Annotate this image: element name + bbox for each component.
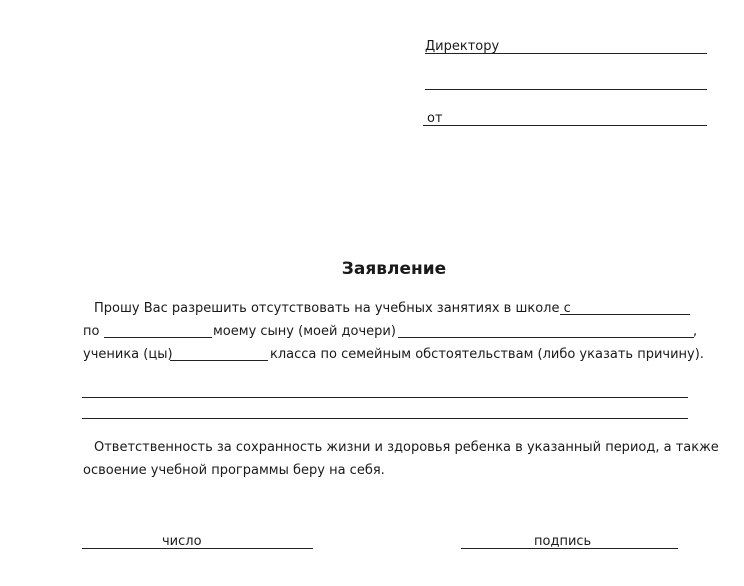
from-label: от xyxy=(427,111,443,126)
director-name-line xyxy=(425,53,707,54)
document-title: Заявление xyxy=(341,259,447,279)
from-name-line xyxy=(423,125,707,126)
date-label: число xyxy=(162,534,202,549)
signature-label: подпись xyxy=(534,534,592,549)
class-blank xyxy=(170,360,268,361)
child-name-blank xyxy=(398,337,694,338)
line2-comma: , xyxy=(693,324,698,339)
child-label: моему сыну (моей дочери) xyxy=(213,324,396,339)
student-label: ученика (цы) xyxy=(83,347,173,362)
reason-blank-2 xyxy=(82,418,688,419)
director-label: Директору xyxy=(425,39,500,54)
po-label: по xyxy=(83,324,100,339)
reason-blank-1 xyxy=(82,397,688,398)
responsibility-line-1: Ответственность за сохранность жизни и здоровья ребенка в указанный период, а также xyxy=(94,440,719,455)
director-name-line-2 xyxy=(425,89,707,90)
request-line-1: Прошу Вас разрешить отсутствовать на учебных занятиях в школе с xyxy=(94,301,571,316)
date-from-blank xyxy=(560,314,690,315)
date-to-blank xyxy=(104,337,212,338)
reason-text: класса по семейным обстоятельствам (либо указать причину). xyxy=(270,347,704,362)
responsibility-line-2: освоение учебной программы беру на себя. xyxy=(83,463,385,478)
